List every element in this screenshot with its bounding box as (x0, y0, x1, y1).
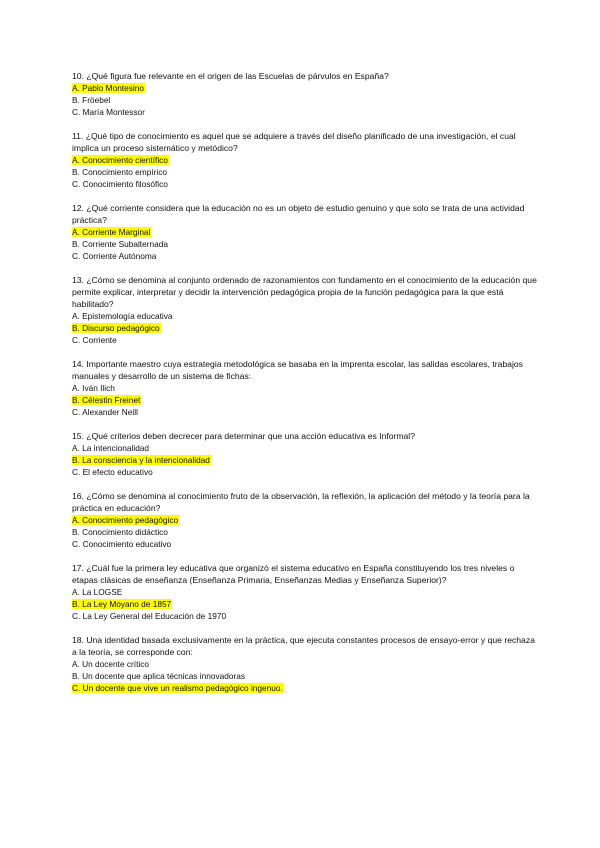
answer-options (72, 514, 540, 550)
question-text: 12. ¿Qué corriente considera que la educación no es un objeto de estudio genuino y que solo se trata de una actividad práctica? (72, 203, 525, 225)
question-13 (72, 274, 540, 346)
answer-option-a (72, 226, 540, 238)
answer-option-a: A. Iván Ilich (72, 383, 115, 393)
question-text: 18. Una identidad basada exclusivamente en la práctica, que ejecuta constantes procesos de ensayo-error y que rechaza a la teoría, se corresponde con: (72, 635, 535, 657)
answer-option-b (72, 454, 540, 466)
answer-option-a (72, 154, 540, 166)
question-11 (72, 130, 540, 190)
answer-option-c (72, 682, 540, 694)
answer-options (72, 154, 540, 190)
answer-option-a (72, 82, 540, 94)
question-text: 14. Importante maestro cuya estrategia metodológica se basaba en la imprenta escolar, las salidas escolares, trabajos manuales y desarrollo de un sistema de fichas: (72, 359, 523, 381)
answer-options (72, 658, 540, 694)
answer-option-a: A. La intencionalidad (72, 443, 150, 453)
answer-option-a: A. Un docente crítico (72, 659, 150, 669)
answer-option-c: C. El efecto educativo (72, 467, 153, 477)
question-15 (72, 430, 540, 478)
answer-option-c: C. Corriente Autónoma (72, 251, 157, 261)
answer-highlight: B. Célestin Freinet (72, 395, 141, 405)
answer-options (72, 382, 540, 418)
answer-option-a: A. La LOGSE (72, 587, 123, 597)
answer-option-a (72, 514, 540, 526)
answer-option-b: B. Un docente que aplica técnicas innovadoras (72, 671, 245, 681)
answer-option-b: B. Fröebel (72, 95, 111, 105)
answer-options (72, 226, 540, 262)
answer-option-b (72, 322, 540, 334)
answer-option-c: C. Alexander Neill (72, 407, 138, 417)
answer-option-c: C. Conocimiento filosófico (72, 179, 168, 189)
answer-options (72, 442, 540, 478)
question-17 (72, 562, 540, 622)
answer-options (72, 586, 540, 622)
question-text: 16. ¿Cómo se denomina al conocimiento fruto de la observación, la reflexión, la aplicación del método y la teoría para la práctica en educación? (72, 491, 530, 513)
answer-highlight: A. Corriente Marginal (72, 227, 151, 237)
answer-options (72, 82, 540, 118)
answer-options (72, 310, 540, 346)
question-text: 15. ¿Qué criterios deben decrecer para determinar que una acción educativa es Informal? (72, 431, 415, 441)
answer-option-b: B. Corriente Subalternada (72, 239, 168, 249)
answer-highlight: B. Discurso pedagógico (72, 323, 160, 333)
answer-option-b: B. Conocimiento empírico (72, 167, 167, 177)
question-18 (72, 634, 540, 694)
answer-option-c: C. Conocimiento educativo (72, 539, 172, 549)
answer-option-c: C. Corriente (72, 335, 117, 345)
question-text: 10. ¿Qué figura fue relevante en el origen de las Escuelas de párvulos en España? (72, 71, 389, 81)
answer-option-c: C. María Montessor (72, 107, 145, 117)
question-14 (72, 358, 540, 418)
answer-highlight: C. Un docente que vive un realismo pedagógico ingenuo. (72, 683, 283, 693)
answer-option-b (72, 394, 540, 406)
question-12 (72, 202, 540, 262)
answer-highlight: B. La Ley Moyano de 1857 (72, 599, 172, 609)
answer-highlight: A. Conocimiento científico (72, 155, 168, 165)
answer-option-b: B. Conocimiento didáctico (72, 527, 168, 537)
answer-option-b (72, 598, 540, 610)
question-text: 13. ¿Cómo se denomina al conjunto ordenado de razonamientos con fundamento en el conocimiento de la educación que permite explicar, interpretar y decidir la intervención pedagógica propia de la función pedagógica para la que está habilitado? (72, 275, 537, 309)
answer-highlight: A. Conocimiento pedagógico (72, 515, 179, 525)
answer-option-a: A. Epistemología educativa (72, 311, 173, 321)
question-text: 17. ¿Cuál fue la primera ley educativa que organizó el sistema educativo en España constituyendo los tres niveles o etapas clásicas de enseñanza (Enseñanza Primaria, Enseñanzas Medias y Enseñanza Superior)? (72, 563, 515, 585)
question-10 (72, 70, 540, 118)
question-16 (72, 490, 540, 550)
answer-highlight: B. La consciencia y la intencionalidad (72, 455, 210, 465)
answer-option-c: C. La Ley General del Educación de 1970 (72, 611, 227, 621)
answer-highlight: A. Pablo Montesino (72, 83, 144, 93)
question-text: 11. ¿Qué tipo de conocimiento es aquel que se adquiere a través del diseño planificado de una investigación, el cual implica un proceso sistemático y metódico? (72, 131, 516, 153)
